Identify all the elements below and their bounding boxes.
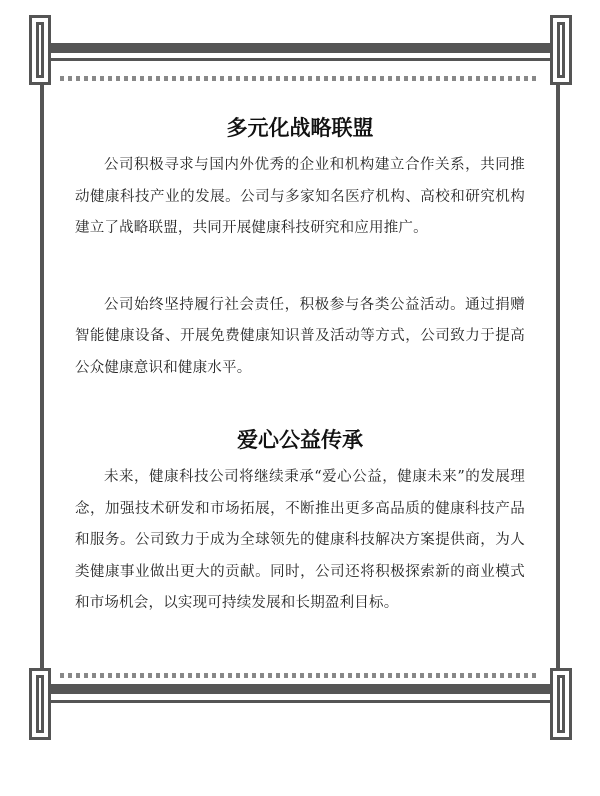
section-heading-alliance: 多元化战略联盟 (226, 115, 374, 140)
paragraph-social-responsibility: 公司始终坚持履行社会责任，积极参与各类公益活动。通过捐赠智能健康设备、开展免费健康知识普及活动等方式，公司致力于提高公众健康意识和健康水平。 (75, 296, 525, 376)
top-left-post (29, 15, 51, 85)
frame-left-line (40, 20, 44, 740)
paragraph-future: 未来，健康科技公司将继续秉承“爱心公益，健康未来”的发展理念，加强技术研发和市场拓展，不断推出更多高品质的健康科技产品和服务。公司致力于成为全球领先的健康科技解决方案提供商，为人类健康事业做出更大的贡献。同时，公司还将积极探索新的商业模式和市场机会，以实现可持续发展和长期盈利目标。 (75, 469, 525, 611)
top-dashed-border (60, 76, 540, 81)
document-content (75, 112, 525, 620)
bottom-right-post (550, 668, 572, 740)
top-right-post (550, 15, 572, 85)
top-rod-thin (36, 58, 566, 61)
bottom-rod (36, 684, 566, 694)
section-heading-charity: 爱心公益传承 (237, 427, 363, 452)
bottom-left-post (29, 668, 51, 740)
frame-right-line (556, 20, 560, 740)
bottom-dashed-border (60, 673, 540, 678)
top-rod (36, 43, 566, 53)
bottom-rod-thin (36, 700, 566, 703)
paragraph-alliance: 公司积极寻求与国内外优秀的企业和机构建立合作关系，共同推动健康科技产业的发展。公司与多家知名医疗机构、高校和研究机构建立了战略联盟，共同开展健康科技研究和应用推广。 (75, 157, 525, 236)
